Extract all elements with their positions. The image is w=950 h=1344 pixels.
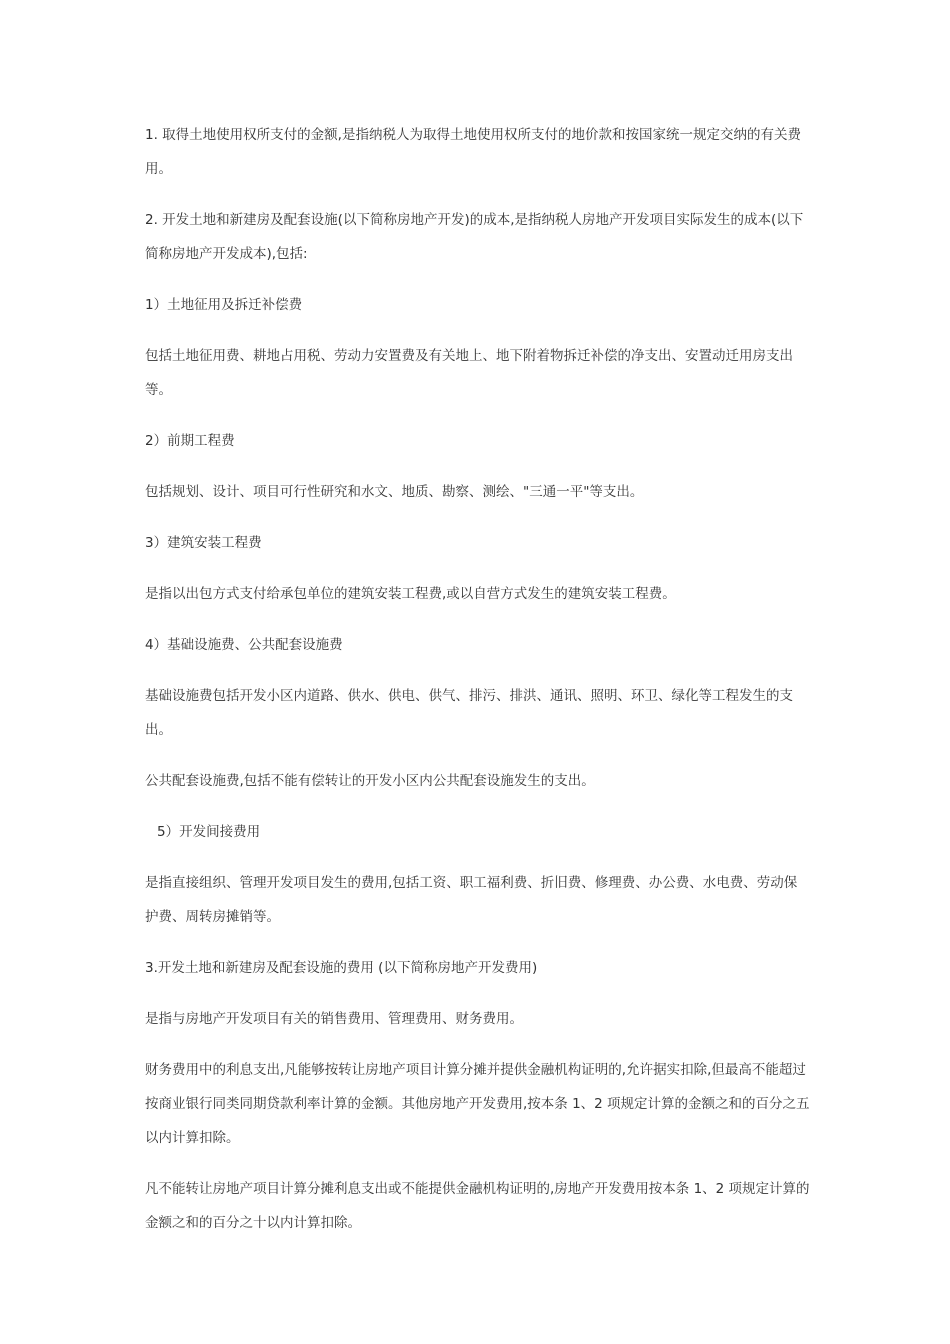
paragraph-land-acquisition: 包括土地征用费、耕地占用税、劳动力安置费及有关地上、地下附着物拆迁补偿的净支出、安置动迁用房支出等。 xyxy=(145,348,793,398)
paragraph-public-facilities: 公共配套设施费,包括不能有偿转让的开发小区内公共配套设施发生的支出。 xyxy=(145,773,595,789)
heading-preliminary-works: 2）前期工程费 xyxy=(145,433,235,449)
paragraph-land-use-fee: 1. 取得土地使用权所支付的金额,是指纳税人为取得土地使用权所支付的地价款和按国家统一规定交纳的有关费用。 xyxy=(145,127,801,177)
paragraph-preliminary-works: 包括规划、设计、项目可行性研究和水文、地质、勘察、测绘、"三通一平"等支出。 xyxy=(145,484,644,500)
paragraph-development-cost: 2. 开发土地和新建房及配套设施(以下简称房地产开发)的成本,是指纳税人房地产开发项目实际发生的成本(以下简称房地产开发成本),包括: xyxy=(145,212,804,262)
heading-development-expenses: 3.开发土地和新建房及配套设施的费用 (以下简称房地产开发费用) xyxy=(145,960,538,976)
paragraph-construction-installation: 是指以出包方式支付给承包单位的建筑安装工程费,或以自营方式发生的建筑安装工程费。 xyxy=(145,586,676,602)
heading-infrastructure: 4）基础设施费、公共配套设施费 xyxy=(145,637,343,653)
document-body xyxy=(145,118,810,1240)
paragraph-infrastructure: 基础设施费包括开发小区内道路、供水、供电、供气、排污、排洪、通讯、照明、环卫、绿化等工程发生的支出。 xyxy=(145,688,793,738)
paragraph-development-expenses: 是指与房地产开发项目有关的销售费用、管理费用、财务费用。 xyxy=(145,1011,523,1027)
heading-land-acquisition: 1）土地征用及拆迁补偿费 xyxy=(145,297,303,313)
paragraph-interest-deduction: 财务费用中的利息支出,凡能够按转让房地产项目计算分摊并提供金融机构证明的,允许据实扣除,但最高不能超过按商业银行同类同期贷款利率计算的金额。其他房地产开发费用,按本条 1、2 项规定计算的金额之和的百分之五以内计算扣除。 xyxy=(145,1062,810,1146)
paragraph-no-certificate-deduction: 凡不能转让房地产项目计算分摊利息支出或不能提供金融机构证明的,房地产开发费用按本条 1、2 项规定计算的金额之和的百分之十以内计算扣除。 xyxy=(145,1181,810,1231)
heading-construction-installation: 3）建筑安装工程费 xyxy=(145,535,262,551)
heading-indirect-costs: 5）开发间接费用 xyxy=(157,824,261,840)
paragraph-indirect-costs: 是指直接组织、管理开发项目发生的费用,包括工资、职工福利费、折旧费、修理费、办公费、水电费、劳动保护费、周转房摊销等。 xyxy=(145,875,798,925)
